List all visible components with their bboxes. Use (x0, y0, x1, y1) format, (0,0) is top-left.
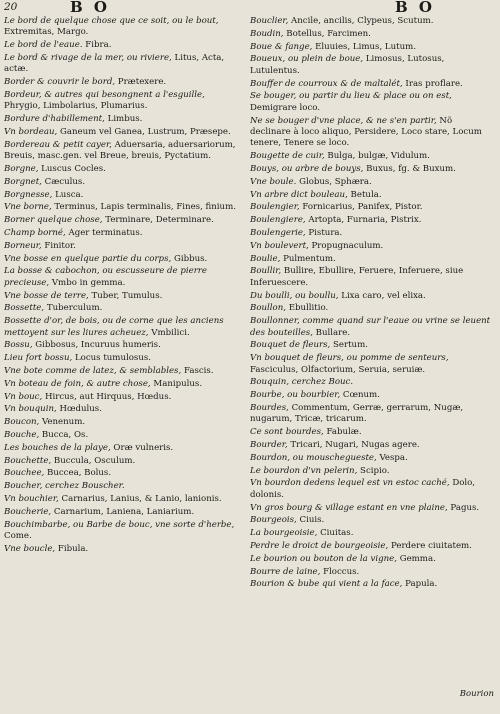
latin-gloss: Hircus, aut Hirquus, Hœdus. (42, 391, 172, 402)
latin-gloss: Fibra. (82, 40, 112, 51)
latin-gloss: Venenum. (39, 417, 86, 428)
dictionary-entry (4, 392, 242, 403)
french-headword: Vn bourdon dedens lequel est vn estoc caché, (250, 478, 450, 489)
dictionary-entry (250, 303, 494, 314)
dictionary-entry (4, 77, 242, 88)
dictionary-entry (4, 417, 242, 428)
french-headword: Vn boteau de foin, & autre chose, (4, 378, 151, 389)
latin-gloss: Carnarius, Lanius, & Lanio, lanionis. (58, 493, 222, 504)
latin-gloss: Demigrare loco. (250, 102, 321, 113)
french-headword: Bossu, (4, 340, 33, 351)
french-headword: Vn bouchier, (4, 493, 59, 504)
french-headword: Vn bouquin, (4, 404, 57, 415)
latin-gloss: Manipulus. (150, 378, 203, 389)
left-column (4, 16, 242, 557)
french-headword: Vne bote comme de latez, & semblables, (4, 365, 182, 376)
latin-gloss: Bulga, bulgæ, Vidulum. (324, 151, 430, 162)
dictionary-entry (250, 440, 494, 451)
french-headword: La bosse & cabochon, ou escusseure de pierre precieuse, (4, 266, 207, 288)
french-headword: Boulengiere, (250, 215, 306, 226)
latin-gloss: Phrygio, Limbolarius, Plumarius. (4, 101, 148, 112)
french-headword: Boulie, (250, 253, 281, 264)
dictionary-entry (250, 228, 494, 239)
dictionary-entry (250, 466, 494, 477)
catchword: Bourion (459, 689, 494, 699)
french-headword: Les bouches de la playe, (4, 442, 111, 453)
dictionary-entry (250, 54, 494, 77)
latin-gloss: Propugnaculum. (308, 240, 384, 251)
dictionary-entry (4, 127, 242, 138)
dictionary-entry (250, 554, 494, 565)
latin-gloss: Finitor. (41, 240, 76, 251)
latin-gloss: Terminus, Lapis terminalis, Fines, finium. (51, 202, 236, 213)
dictionary-entry (4, 340, 242, 351)
dictionary-entry (250, 291, 494, 302)
french-headword: Bouchee, (4, 468, 45, 479)
french-headword: Boullir, (250, 266, 282, 277)
dictionary-entry (250, 528, 494, 539)
dictionary-entry (4, 353, 242, 364)
latin-gloss: Bucca, Os. (39, 429, 89, 440)
french-headword: Ce sont bourdes, (250, 427, 324, 438)
french-headword: Bourion & bube qui vient a la face, (250, 579, 403, 590)
dictionary-entry (250, 390, 494, 401)
french-headword: Se bouger, ou partir du lieu & place ou on est, (250, 91, 452, 102)
page-header (0, 0, 500, 16)
french-headword: Bouchimbarbe, ou Barbe de bouc, vne sorte d'herbe, (4, 519, 235, 530)
dictionary-entry (4, 53, 242, 76)
dictionary-entry (250, 190, 494, 201)
french-headword: Bordure d'habillement, (4, 114, 105, 125)
latin-gloss: Fasciculus, Olfactorium, Seruia, seruiæ. (250, 364, 426, 375)
latin-gloss: Iras proflare. (402, 78, 463, 89)
dictionary-entry (4, 379, 242, 390)
french-headword: Lieu fort bossu, (4, 353, 73, 364)
latin-gloss: Aduersaria, aduersariorum, Breuis, masc.gen. vel Breue, breuis, Pyctatium. (4, 139, 236, 162)
latin-gloss: Limbus. (104, 114, 143, 125)
french-headword: Bourdon, ou mouschegueste, (250, 452, 377, 463)
latin-gloss: Pulmentum. (280, 253, 336, 264)
dictionary-entry (4, 177, 242, 188)
dictionary-entry (250, 79, 494, 90)
french-headword: Bouquin, cerchez Bouc. (250, 377, 354, 388)
french-headword: Bouclier, (250, 16, 289, 26)
latin-gloss: Extremitas, Margo. (4, 27, 89, 38)
dictionary-entry (4, 140, 242, 163)
dictionary-entry (250, 16, 494, 27)
latin-gloss: Limosus, Lutosus, Lutulentus. (250, 54, 445, 76)
latin-gloss: Vespa. (376, 452, 408, 463)
latin-gloss: Scipio. (357, 465, 390, 476)
french-headword: Bouquet de fleurs, (250, 340, 331, 351)
latin-gloss: Perdere ciuitatem. (388, 540, 472, 551)
dictionary-entry (250, 202, 494, 213)
dictionary-entry (250, 353, 494, 376)
latin-gloss: Tuberculum. (44, 303, 103, 314)
dictionary-entry (4, 520, 242, 543)
french-headword: Du boulli, ou boullu, (250, 290, 339, 301)
french-headword: Bouys, ou arbre de bouys, (250, 164, 364, 174)
dictionary-entry (250, 403, 494, 426)
dictionary-entry (4, 202, 242, 213)
latin-gloss: Commentum, Gerræ, gerrarum, Nugæ, nugarum, Tricæ, tricarum. (250, 402, 464, 425)
dictionary-entry (4, 366, 242, 377)
french-headword: Vne borne, (4, 202, 52, 213)
latin-gloss: Gemma. (396, 553, 436, 564)
french-headword: Perdre le droict de bourgeoisie, (250, 540, 389, 551)
dictionary-entry (250, 541, 494, 552)
dictionary-entry (250, 453, 494, 464)
french-headword: Bordereau & petit cayer, (4, 139, 112, 150)
latin-gloss: Prætexere. (115, 77, 167, 88)
latin-gloss: Dolo, dolonis. (250, 478, 476, 500)
latin-gloss: Lusca. (52, 189, 84, 200)
dictionary-entry (250, 503, 494, 514)
latin-gloss: Terminare, Determinare. (102, 215, 214, 226)
french-headword: Boucherie, (4, 506, 52, 517)
latin-gloss: Bullire, Ebullire, Feruere, Inferuere, siue Inferuescere. (250, 266, 464, 288)
latin-gloss: Ganeum vel Ganea, Lustrum, Præsepe. (57, 127, 231, 137)
latin-gloss: Hœdulus. (56, 404, 102, 415)
french-headword: Boulengerie, (250, 227, 306, 238)
right-column (250, 16, 494, 592)
dictionary-entry (250, 91, 494, 114)
latin-gloss: Vmbilici. (148, 327, 190, 338)
dictionary-entry (250, 215, 494, 226)
french-headword: Vn bordeau, (4, 127, 58, 137)
dictionary-entry (4, 16, 242, 39)
dictionary-entry (4, 164, 242, 175)
latin-gloss: Fabulæ. (323, 427, 362, 438)
dictionary-entry (250, 241, 494, 252)
dictionary-entry (4, 430, 242, 441)
dictionary-entry (250, 579, 494, 590)
latin-gloss: Botellus, Farcimen. (283, 28, 371, 39)
french-headword: Boullon, (250, 303, 286, 314)
french-headword: Borgnet, (4, 176, 42, 187)
french-headword: Borneur, (4, 240, 42, 251)
french-headword: Bougette de cuir, (250, 151, 325, 162)
dictionary-entry (250, 151, 494, 162)
latin-gloss: Betula. (347, 189, 382, 200)
french-headword: Vn boulevert, (250, 240, 309, 251)
dictionary-entry (4, 254, 242, 265)
french-headword: Ne se bouger d'vne place, & ne s'en partir, (250, 115, 437, 126)
latin-gloss: Artopta, Furnaria, Pistrix. (305, 215, 422, 226)
dictionary-entry (250, 340, 494, 351)
dictionary-entry (4, 266, 242, 289)
french-headword: Borgnesse, (4, 189, 53, 200)
french-headword: Vn arbre dict bouleau, (250, 189, 348, 200)
latin-gloss: Gibbosus, Incuruus humeris. (32, 340, 161, 351)
dictionary-entry (250, 266, 494, 289)
french-headword: Vn bouc, (4, 391, 43, 402)
dictionary-entry (4, 114, 242, 125)
dictionary-entry (250, 42, 494, 53)
dictionary-entry (250, 164, 494, 175)
latin-gloss: Sertum. (330, 340, 368, 351)
latin-gloss: Ager terminatus. (65, 227, 143, 238)
latin-gloss: Oræ vulneris. (110, 442, 174, 453)
dictionary-entry (4, 404, 242, 415)
latin-gloss: Fornicarius, Panifex, Pistor. (299, 202, 423, 213)
french-headword: Le bord de quelque chose que ce soit, ou le bout, (4, 16, 219, 26)
latin-gloss: Litus, Acta, actæ. (4, 53, 225, 75)
french-headword: Boullonner, comme quand sur l'eaue ou vrine se leuent des bouteilles, (250, 316, 491, 338)
french-headword: Bourdes, (250, 402, 289, 413)
page-number: 20 (4, 1, 18, 13)
latin-gloss: Buccula, Osculum. (51, 455, 136, 466)
dictionary-entry (4, 241, 242, 252)
french-headword: Bouffer de courroux & de maltalét, (250, 78, 403, 89)
french-headword: Champ borné, (4, 227, 66, 238)
running-head-right: B O (395, 0, 435, 16)
dictionary-entry (4, 507, 242, 518)
french-headword: Le bord & rivage de la mer, ou riviere, (4, 53, 172, 63)
french-headword: Le bord de l'eaue. (4, 40, 83, 51)
french-headword: Vne bosse en quelque partie du corps, (4, 253, 172, 264)
dictionary-entry (4, 443, 242, 454)
dictionary-entry (4, 90, 242, 113)
latin-gloss: Buxus, fg. & Buxum. (363, 164, 456, 174)
dictionary-entry (4, 190, 242, 201)
french-headword: Border & couvrir le bord, (4, 77, 116, 88)
french-headword: Vne boule. (250, 176, 297, 187)
french-headword: Bourre de laine, (250, 566, 321, 577)
latin-gloss: Globus, Sphæra. (296, 176, 372, 187)
dictionary-entry (250, 116, 494, 150)
french-headword: Bouchette, (4, 455, 52, 466)
latin-gloss: Come. (4, 530, 32, 541)
french-headword: Borgne, (4, 164, 39, 174)
dictionary-entry (4, 40, 242, 51)
french-headword: Boudin, (250, 28, 284, 39)
running-head (70, 0, 435, 16)
french-headword: Boueux, ou plein de boue, (250, 54, 364, 65)
latin-gloss: Cæculus. (41, 176, 86, 187)
french-headword: Borner quelque chose, (4, 215, 103, 226)
french-headword: Boulengier, (250, 202, 300, 213)
french-headword: Vn gros bourg & village estant en vne plaine, (250, 502, 448, 513)
dictionary-entry (4, 228, 242, 239)
dictionary-entry (4, 456, 242, 467)
french-headword: Vne bosse de terre, (4, 290, 89, 301)
latin-gloss: Carnarium, Laniena, Laniarium. (51, 506, 195, 517)
dictionary-entry (4, 481, 242, 492)
french-headword: Vn bouquet de fleurs, ou pomme de senteurs, (250, 353, 449, 364)
dictionary-entry (250, 29, 494, 40)
latin-gloss: Ciuitas. (317, 528, 354, 539)
french-headword: Boucher, cerchez Bouscher. (4, 481, 125, 492)
dictionary-entry (4, 316, 242, 339)
latin-gloss: Tuber, Tumulus. (88, 290, 163, 301)
latin-gloss: Ebullitio. (285, 303, 329, 314)
dictionary-entry (250, 427, 494, 438)
latin-gloss: Lixa caro, vel elixa. (338, 290, 426, 301)
dictionary-entry (250, 377, 494, 388)
french-headword: Le bourion ou bouton de la vigne, (250, 553, 397, 564)
dictionary-entry (250, 515, 494, 526)
dictionary-entry (4, 303, 242, 314)
french-headword: La bourgeoisie, (250, 528, 318, 539)
latin-gloss: Cœnum. (340, 390, 380, 401)
latin-gloss: Fascis. (181, 365, 214, 376)
latin-gloss: Pistura. (305, 227, 343, 238)
latin-gloss: Nõ declinare à loco aliquo, Persidere, Loco stare, Locum tenere, Tenere se loco. (250, 115, 482, 149)
french-headword: Bourbe, ou bourbier, (250, 390, 341, 401)
french-headword: Bourgeois, (250, 515, 297, 526)
latin-gloss: Buccea, Bolus. (44, 468, 112, 479)
french-headword: Boue & fange, (250, 41, 313, 52)
french-headword: Bossette, (4, 303, 45, 314)
dictionary-entry (4, 494, 242, 505)
latin-gloss: Pagus. (447, 502, 480, 513)
latin-gloss: Eluuies, Limus, Lutum. (312, 41, 417, 52)
latin-gloss: Fibula. (55, 543, 89, 554)
french-headword: Le bourdon d'vn pelerin, (250, 465, 358, 476)
running-head-left: B O (70, 0, 110, 16)
dictionary-entry (250, 177, 494, 188)
latin-gloss: Tricari, Nugari, Nugas agere. (287, 439, 420, 450)
french-headword: Boucon, (4, 417, 40, 428)
dictionary-entry (4, 468, 242, 479)
french-headword: Bossette d'or, de bois, ou de corne que les anciens mettoyent sur les liures acheuez, (4, 316, 224, 338)
dictionary-entry (4, 544, 242, 555)
latin-gloss: Locus tumulosus. (72, 353, 152, 364)
latin-gloss: Gibbus. (171, 253, 208, 264)
french-headword: Bordeur, & autres qui besongnent a l'esguille, (4, 90, 205, 100)
latin-gloss: Floccus. (320, 566, 360, 577)
dictionary-entry (250, 254, 494, 265)
latin-gloss: Luscus Cocles. (38, 164, 106, 174)
dictionary-entry (250, 316, 494, 339)
latin-gloss: Bullare. (312, 327, 351, 338)
latin-gloss: Ciuis. (296, 515, 325, 526)
dictionary-entry (4, 291, 242, 302)
dictionary-entry (250, 567, 494, 578)
french-headword: Bouche, (4, 429, 40, 440)
latin-gloss: Vmbo in gemma. (49, 277, 126, 288)
latin-gloss: Papula. (402, 579, 438, 590)
french-headword: Bourder, (250, 439, 288, 450)
dictionary-entry (4, 215, 242, 226)
french-headword: Vne boucle, (4, 543, 56, 554)
latin-gloss: Ancile, ancilis, Clypeus, Scutum. (288, 16, 434, 26)
dictionary-entry (250, 478, 494, 501)
